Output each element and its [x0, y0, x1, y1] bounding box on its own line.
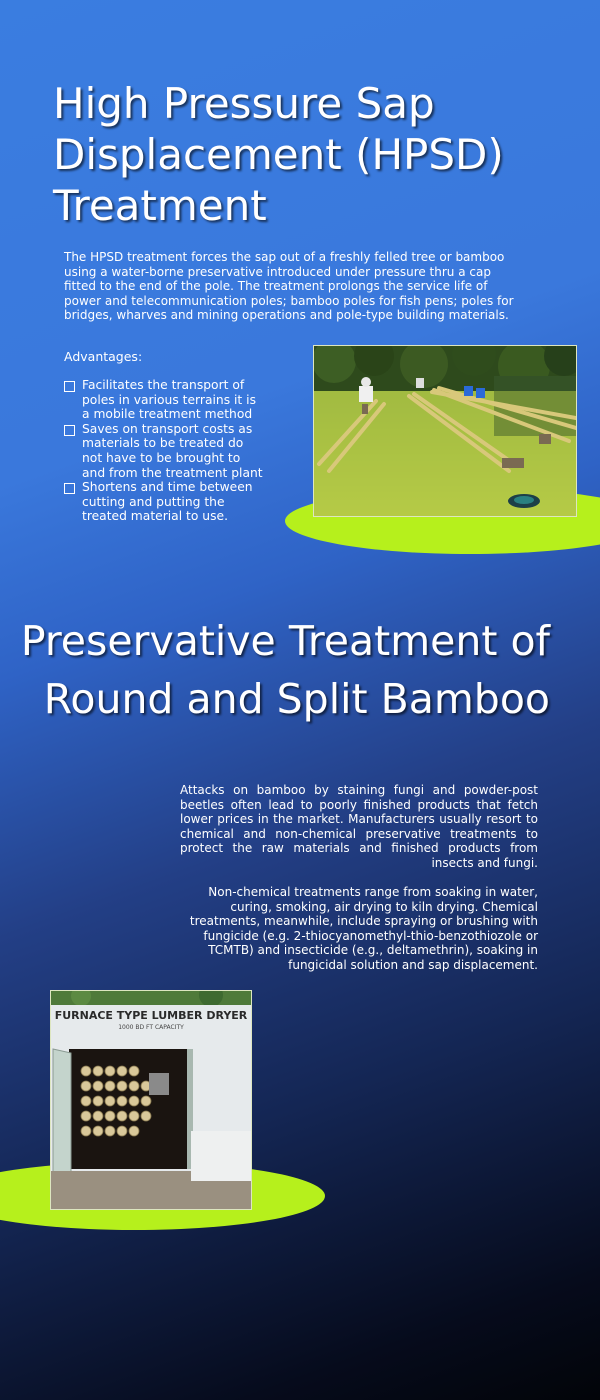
dryer-sign-subtext: 1000 BD FT CAPACITY	[118, 1024, 184, 1031]
advantage-item: Saves on transport costs as materials to be treated do not have to be brought to and from the treatment plant	[64, 422, 264, 480]
advantage-item: Shortens and time between cutting and putting the treated material to use.	[64, 480, 264, 524]
bamboo-poles-field-image	[314, 346, 576, 516]
advantages-list	[64, 378, 264, 524]
hpsd-field-photo	[313, 345, 577, 517]
dryer-sign-text: FURNACE TYPE LUMBER DRYER	[54, 1009, 248, 1022]
hpsd-description: The HPSD treatment forces the sap out of a freshly felled tree or bamboo using a water-borne preservative introduced under pressure thru a cap fitted to the end of the pole. The treatment prolongs the service life of power and telecommunication poles; bamboo poles for fish pens; poles for bridges, wharves and mining operations and pole-type building materials.	[64, 250, 514, 322]
furnace-lumber-dryer-image	[51, 991, 251, 1209]
hpsd-title: High Pressure Sap Displacement (HPSD) Treatment	[53, 79, 504, 230]
lumber-dryer-photo	[50, 990, 252, 1210]
checkbox-bullet-icon	[64, 425, 75, 436]
checkbox-bullet-icon	[64, 483, 75, 494]
advantage-item: Facilitates the transport of poles in various terrains it is a mobile treatment method	[64, 378, 264, 422]
advantages-label: Advantages:	[64, 349, 143, 364]
preservative-title: Preservative Treatment of Round and Split Bamboo	[20, 617, 550, 723]
checkbox-bullet-icon	[64, 381, 75, 392]
preservative-description-2: Non-chemical treatments range from soaking in water, curing, smoking, air drying to kiln drying. Chemical treatments, meanwhile, include spraying or brushing with fungicide (e.g. 2-thiocyanomethyl-thio-benzothiozole or TCMTB) and insecticide (e.g., deltamethrin), soaking in fungicidal solution and sap displacement.	[189, 885, 538, 972]
preservative-description-1: Attacks on bamboo by staining fungi and powder-post beetles often lead to poorly finished products that fetch lower prices in the market. Manufacturers usually resort to chemical and non-chemical preservative treatments to protect the raw materials and finished products from insects and fungi.	[180, 783, 538, 870]
